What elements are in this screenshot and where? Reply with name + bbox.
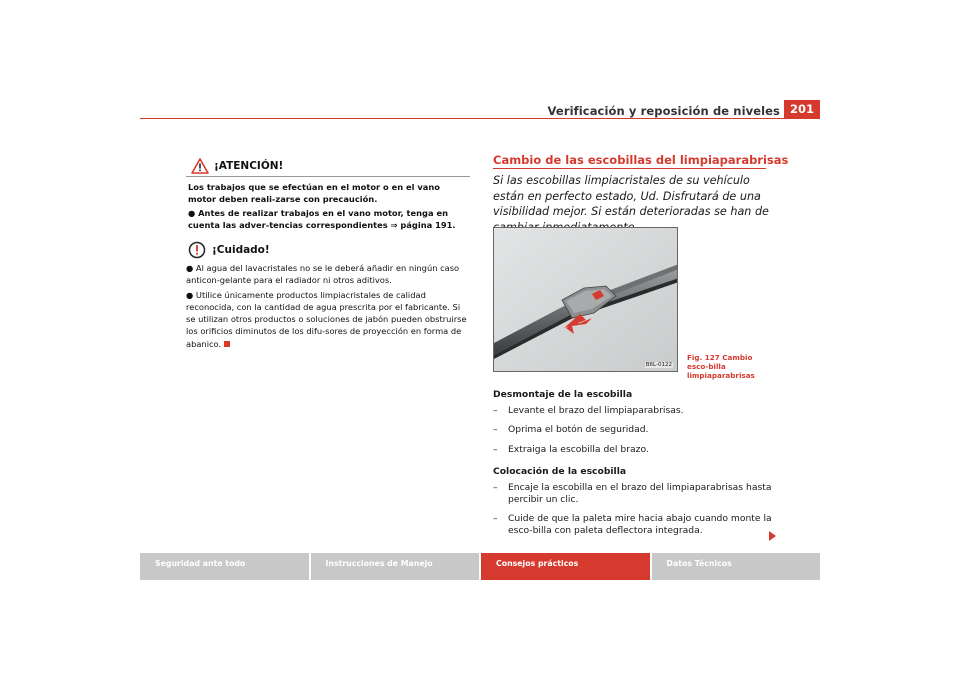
caution-item-1 — [186, 262, 470, 287]
install-procedure — [493, 466, 783, 538]
warning-title: ¡ATENCIÓN! — [214, 159, 284, 172]
bullet-icon: ● — [186, 263, 194, 273]
install-step: – Cuide de que la paleta mire hacia abajo cuando monte la esco-billa con paleta deflectora integrada. — [493, 512, 772, 536]
tab-consejos[interactable]: Consejos prácticos — [481, 553, 650, 580]
next-page-arrow-icon[interactable] — [769, 531, 776, 541]
removal-heading: Desmontaje de la escobilla — [493, 389, 633, 400]
section-rule — [493, 168, 766, 169]
figure-wiper-blade — [493, 227, 678, 372]
warning-triangle-icon — [186, 155, 214, 177]
header-rule — [140, 118, 820, 119]
caution-title: ¡Cuidado! — [212, 244, 270, 256]
page-number: 201 — [784, 100, 820, 119]
removal-step: – Oprima el botón de seguridad. — [493, 424, 649, 435]
removal-step: – Levante el brazo del limpiaparabrisas. — [493, 404, 684, 416]
figure-code: B6L-0122 — [645, 362, 672, 368]
warning-text-1: Los trabajos que se efectúan en el motor o en el vano motor deben reali-zarse con precaución. — [188, 182, 441, 205]
footer-nav — [140, 553, 820, 580]
warning-text-2: Antes de realizar trabajos en el vano motor, tenga en cuenta las adver-tencias correspondientes ⇒ página 191. — [188, 208, 456, 231]
tab-instrucciones[interactable]: Instrucciones de Manejo — [311, 553, 480, 580]
warning-header — [186, 155, 470, 177]
figure-caption: Fig. 127 Cambio esco-billa limpiaparabrisas — [687, 353, 755, 380]
caution-item-2 — [186, 289, 470, 350]
install-step: – Encaje la escobilla en el brazo del limpiaparabrisas hasta percibir un clic. — [493, 481, 772, 505]
caution-note — [186, 240, 470, 352]
warning-item-2 — [188, 207, 468, 232]
caution-body — [186, 262, 470, 350]
caution-header — [186, 240, 470, 260]
section-title: Cambio de las escobillas del limpiaparabrisas — [493, 153, 789, 167]
running-header: Verificación y reposición de niveles — [547, 104, 780, 118]
section-intro: Si las escobillas limpiacristales de su vehículo están en perfecto estado, Ud. Disfrutará de una visibilidad mejor. Si están deterioradas se han de — [493, 174, 769, 218]
caution-text-2: Utilice únicamente productos limpiacristales de calidad reconocida, con la cantidad de agua prescrita por el fabricante. Si se utilizan otros productos o soluciones de jabón pueden obstruirse los orificios diminutos de los difu-sores de proyección en forma de abanico. — [186, 289, 467, 349]
warning-box — [186, 155, 470, 237]
warning-body — [186, 177, 470, 237]
removal-step: – Extraiga la escobilla del brazo. — [493, 443, 649, 455]
wiper-blade-illustration — [494, 228, 678, 372]
tab-seguridad[interactable]: Seguridad ante todo — [140, 553, 309, 580]
exclamation-icon — [186, 240, 208, 260]
removal-procedure — [493, 389, 783, 456]
bullet-icon: ● — [188, 208, 196, 219]
bullet-icon: ● — [186, 289, 194, 300]
end-of-section-icon — [224, 341, 230, 347]
install-heading: Colocación de la escobilla — [493, 466, 627, 477]
tab-datos-tecnicos[interactable]: Datos Técnicos — [652, 553, 821, 580]
caution-text-1: Al agua del lavacristales no se le deberá añadir en ningún caso anticon-gelante para el radiador ni otros aditivos. — [186, 263, 460, 286]
